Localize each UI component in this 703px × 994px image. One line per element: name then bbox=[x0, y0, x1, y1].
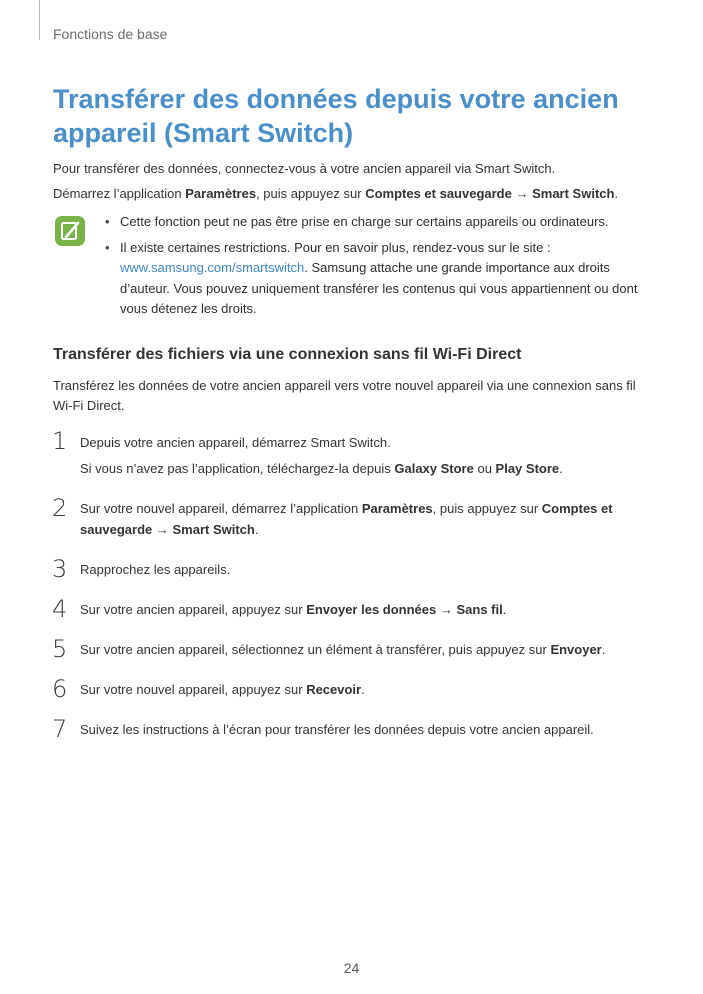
step-number: 7 bbox=[52, 715, 68, 743]
intro-line-2: Démarrez l’application Paramètres, puis appuyez sur Comptes et sauvegarde → Smart Switch. bbox=[53, 186, 619, 201]
step-number: 4 bbox=[52, 595, 68, 623]
play-store-name: Play Store bbox=[495, 461, 560, 476]
page-number: 24 bbox=[343, 960, 360, 976]
page-title: Transférer des données depuis votre ancien appareil (Smart Switch) bbox=[53, 84, 619, 148]
smart-switch-link[interactable]: www.samsung.com/smartswitch bbox=[120, 260, 305, 275]
intro-line-1: Pour transférer des données, connectez-vous à votre ancien appareil via Smart Switch. bbox=[53, 161, 556, 176]
send-option: Envoyer bbox=[550, 642, 602, 657]
note-list bbox=[104, 212, 649, 325]
section-intro-line-1: Transférez les données de votre ancien appareil vers votre nouvel appareil via une connexion sans fil bbox=[53, 378, 636, 393]
step-text: Sur votre ancien appareil, sélectionnez un élément à transférer, puis appuyez sur Envoyer. bbox=[80, 642, 606, 657]
note-item: • Cette fonction peut ne pas être prise en charge sur certains appareils ou ordinateurs. bbox=[104, 212, 649, 233]
note-item: • Il existe certaines restrictions. Pour en savoir plus, rendez-vous sur le site : www.samsung.com/smartswitch. Samsung attache une grande importance aux droits d’auteur. Vous pouvez uniquement transférer les contenus qui vous appartiennent ou dont vous détenez les droits. bbox=[104, 238, 649, 320]
step-number: 3 bbox=[52, 555, 68, 583]
step-text: Sur votre nouvel appareil, appuyez sur Recevoir. bbox=[80, 682, 365, 697]
step-number: 5 bbox=[52, 635, 68, 663]
step-text: Sur votre nouvel appareil, démarrez l’application Paramètres, puis appuyez sur Comptes et sauvegarde → Smart Switch. bbox=[80, 501, 613, 537]
step-number: 1 bbox=[52, 427, 68, 455]
step-subtext: Si vous n’avez pas l’application, téléchargez-la depuis Galaxy Store ou Play Store. bbox=[80, 461, 563, 476]
settings-app-name: Paramètres bbox=[361, 501, 433, 516]
receive-option: Recevoir bbox=[306, 682, 362, 697]
smart-switch-menu: Smart Switch bbox=[532, 186, 615, 201]
accounts-backup-menu: Comptes et sauvegarde bbox=[80, 501, 613, 537]
section-intro-line-2: Wi-Fi Direct. bbox=[53, 398, 125, 413]
settings-app-name: Paramètres bbox=[185, 186, 257, 201]
step-number: 6 bbox=[52, 675, 68, 703]
step-text: Suivez les instructions à l’écran pour transférer les données depuis votre ancien appareil. bbox=[80, 722, 594, 737]
smart-switch-menu: Smart Switch bbox=[172, 521, 255, 537]
wireless-option: Sans fil bbox=[456, 602, 503, 617]
step-text: Rapprochez les appareils. bbox=[80, 562, 231, 577]
galaxy-store-name: Galaxy Store bbox=[394, 461, 474, 476]
step-text: Sur votre ancien appareil, appuyez sur Envoyer les données → Sans fil. bbox=[80, 602, 507, 617]
accounts-backup-menu: Comptes et sauvegarde bbox=[365, 186, 512, 201]
step-text: Depuis votre ancien appareil, démarrez Smart Switch. bbox=[80, 435, 391, 450]
section-heading: Transférer des fichiers via une connexion sans fil Wi-Fi Direct bbox=[53, 346, 522, 363]
step-number: 2 bbox=[52, 494, 68, 522]
header-divider bbox=[39, 0, 40, 40]
send-data-option: Envoyer les données bbox=[306, 602, 437, 617]
note-pencil-icon bbox=[55, 216, 85, 246]
section-label: Fonctions de base bbox=[53, 26, 168, 42]
